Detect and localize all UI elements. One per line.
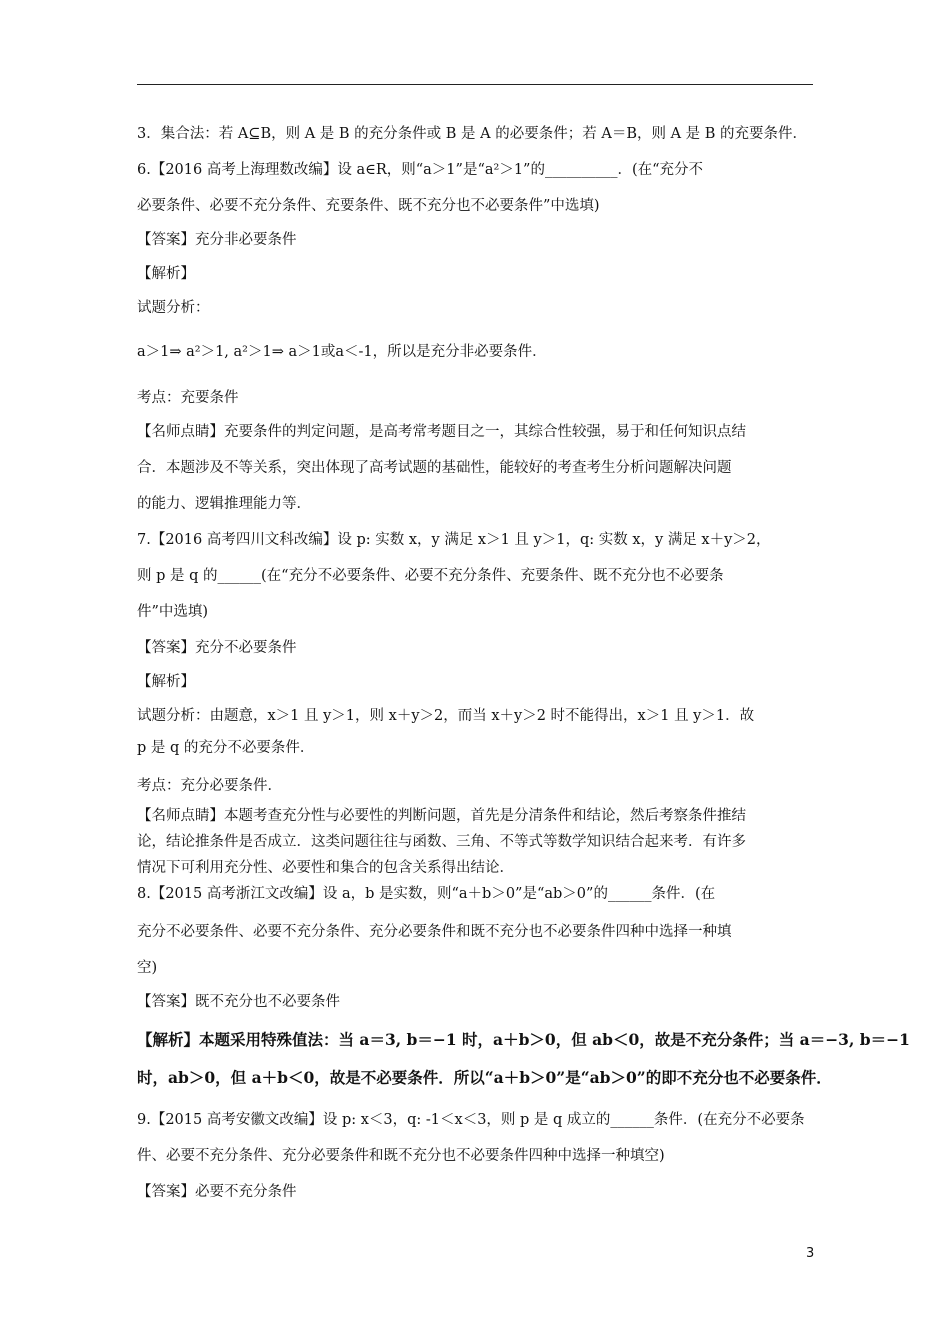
text-line: 空)	[137, 960, 158, 976]
text-line: 考点：充分必要条件．	[137, 778, 282, 794]
text-line: a＞1⇒ a²＞1, a²＞1⇒ a＞1或a＜-1，所以是充分非必要条件．	[137, 344, 547, 360]
text-line: 【解析】	[137, 674, 195, 690]
text-line: 【答案】必要不充分条件	[137, 1184, 297, 1200]
text-line: 考点：充要条件	[137, 390, 239, 406]
text-line: 3．集合法：若 A⊆B，则 A 是 B 的充分条件或 B 是 A 的必要条件；若 A＝B，则 A 是 B 的充要条件．	[137, 126, 808, 142]
text-line: 论，结论推条件是否成立．这类问题往往与函数、三角、不等式等数学知识结合起来考．有许多	[137, 834, 746, 850]
text-line: 情况下可利用充分性、必要性和集合的包含关系得出结论．	[137, 860, 514, 876]
text-line: 必要条件、必要不充分条件、充要条件、既不充分也不必要条件”中选填)	[137, 198, 600, 214]
text-line: 时，ab＞0，但 a＋b＜0，故是不必要条件．所以“a＋b＞0”是“ab＞0”的即不充分也不必要条件．	[137, 1068, 832, 1087]
text-line: 件”中选填)	[137, 604, 209, 620]
text-line: 的能力、逻辑推理能力等．	[137, 496, 311, 512]
page-number: 3	[806, 1246, 815, 1261]
text-line: 【名师点睛】本题考查充分性与必要性的判断问题，首先是分清条件和结论，然后考察条件推结	[137, 808, 746, 824]
text-line: 8.【2015 高考浙江文改编】设 a，b 是实数，则“a＋b＞0”是“ab＞0”的______条件．(在	[137, 886, 716, 902]
text-line: 【解析】本题采用特殊值法：当 a＝3, b＝−1 时，a＋b＞0，但 ab＜0，故是不充分条件；当 a＝−3, b＝−1	[137, 1030, 910, 1049]
text-line: 【名师点睛】充要条件的判定问题，是高考常考题目之一，其综合性较强，易于和任何知识点结	[137, 424, 746, 440]
text-line: 合．本题涉及不等关系，突出体现了高考试题的基础性，能较好的考查考生分析问题解决问题	[137, 460, 732, 476]
text-line: 6.【2016 高考上海理数改编】设 a∈R，则“a＞1”是“a²＞1”的__________．(在“充分不	[137, 162, 704, 178]
header-rule	[137, 84, 813, 85]
text-line: 9.【2015 高考安徽文改编】设 p: x＜3，q: -1＜x＜3，则 p 是 q 成立的______条件．(在充分不必要条	[137, 1112, 805, 1128]
text-line: 则 p 是 q 的______(在“充分不必要条件、必要不充分条件、充要条件、既不充分也不必要条	[137, 568, 724, 584]
text-line: 件、必要不充分条件、充分必要条件和既不充分也不必要条件四种中选择一种填空)	[137, 1148, 665, 1164]
text-line: 7.【2016 高考四川文科改编】设 p: 实数 x，y 满足 x＞1 且 y＞1，q: 实数 x，y 满足 x＋y＞2，	[137, 532, 771, 548]
text-line: 试题分析：由题意，x＞1 且 y＞1，则 x＋y＞2，而当 x＋y＞2 时不能得出，x＞1 且 y＞1．故	[137, 708, 755, 724]
text-line: 试题分析：	[137, 300, 210, 316]
text-line: 【答案】充分非必要条件	[137, 232, 297, 248]
text-line: 【答案】充分不必要条件	[137, 640, 297, 656]
text-line: 充分不必要条件、必要不充分条件、充分必要条件和既不充分也不必要条件四种中选择一种填	[137, 924, 732, 940]
text-line: 【答案】既不充分也不必要条件	[137, 994, 340, 1010]
text-line: 【解析】	[137, 266, 195, 282]
text-line: p 是 q 的充分不必要条件．	[137, 740, 315, 756]
